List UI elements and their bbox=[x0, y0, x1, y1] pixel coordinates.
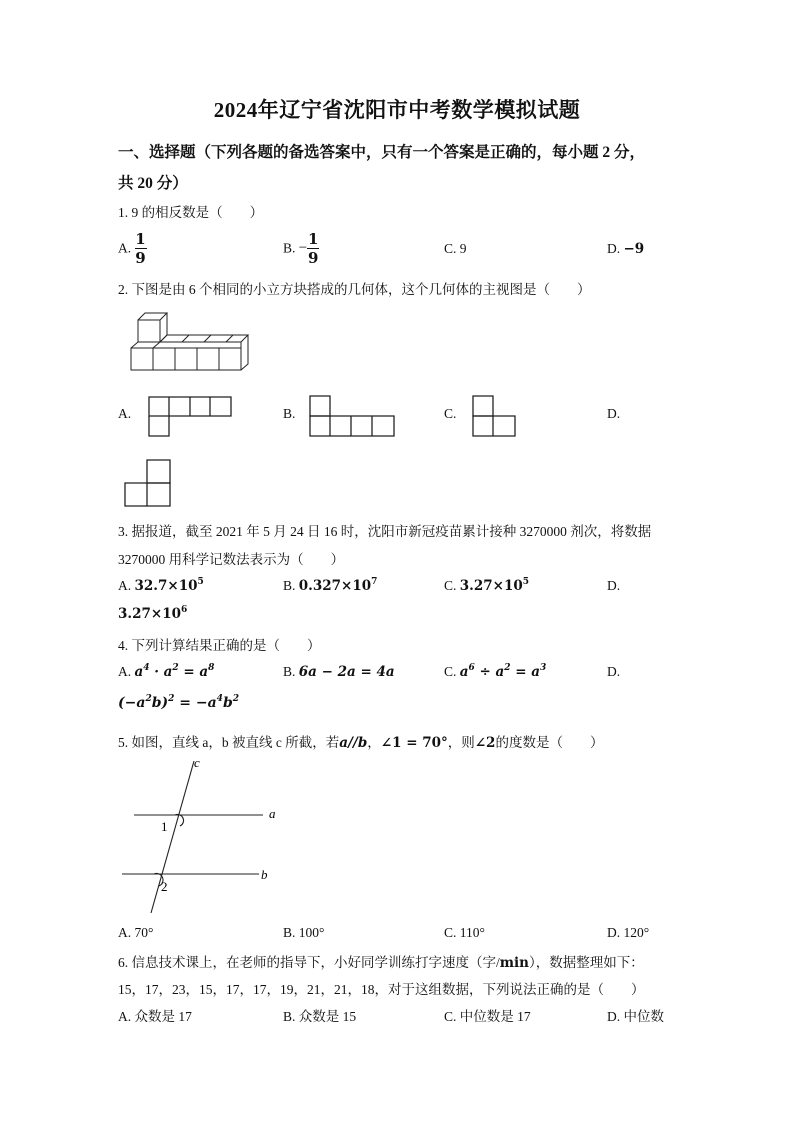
q4-option-d[interactable] bbox=[118, 695, 239, 711]
q4-a-expr: $a^4 \cdot a^2 = a^8$ bbox=[134, 663, 215, 680]
q3-stem-line2: 3270000 用科学记数法表示为（ ） bbox=[118, 552, 345, 567]
q1-d-label: D. bbox=[607, 241, 621, 256]
q2-c-label[interactable]: C. bbox=[444, 406, 457, 421]
q4-c-label: C. bbox=[444, 664, 457, 679]
q2-b-label[interactable]: B. bbox=[283, 406, 296, 421]
q5-stem bbox=[118, 731, 603, 751]
q2-stem: 2. 下图是由 6 个相同的小立方块搭成的几何体，这个几何体的主视图是（ ） bbox=[118, 282, 591, 297]
q5-parallel: a//b bbox=[339, 735, 368, 751]
q2-cube-figure bbox=[128, 308, 248, 374]
q4-b-label: B. bbox=[283, 664, 296, 679]
q6-option-a[interactable]: A. 众数是 17 bbox=[118, 1009, 192, 1024]
q3-d-exp: 6 bbox=[180, 605, 188, 615]
q1-option-b[interactable] bbox=[283, 230, 319, 267]
q2-option-b-figure[interactable] bbox=[308, 394, 396, 438]
q5-option-a[interactable]: A. 70° bbox=[118, 925, 154, 940]
q1-option-a[interactable] bbox=[118, 230, 147, 267]
q3-b-label: B. bbox=[283, 578, 296, 593]
q4-d-expr: $(-a^2b)^2 = -a^4b^2$ bbox=[118, 694, 239, 711]
q5-stem-mid: ，则 bbox=[447, 735, 475, 750]
q6-unit: min bbox=[499, 955, 529, 971]
q3-option-a[interactable] bbox=[118, 578, 204, 594]
q1-b-denominator: 9 bbox=[308, 249, 319, 267]
q5-option-c[interactable]: C. 110° bbox=[444, 925, 485, 940]
q5-sep: ， bbox=[367, 735, 381, 750]
q1-a-label: A. bbox=[118, 240, 132, 256]
q3-b-base: 0.327×10 bbox=[298, 578, 372, 594]
q1-a-fraction bbox=[135, 230, 147, 267]
q3-option-c[interactable] bbox=[444, 578, 529, 594]
q5-angle1: ∠1 = 70° bbox=[380, 735, 448, 751]
q5-angle2: ∠2 bbox=[474, 735, 496, 751]
q1-a-denominator: 9 bbox=[135, 249, 146, 267]
q5-stem-post: 的度数是（ ） bbox=[495, 735, 604, 750]
q3-stem-line1: 3. 据报道，截至 2021 年 5 月 24 日 16 时，沈阳市新冠疫苗累计接种 3270000 剂次，将数据 bbox=[118, 524, 652, 539]
q4-a-label: A. bbox=[118, 664, 132, 679]
q4-option-b[interactable] bbox=[283, 664, 395, 680]
q5-fig-label-c: c bbox=[194, 755, 200, 770]
q3-a-base: 32.7×10 bbox=[134, 578, 198, 594]
q1-b-label: B. bbox=[283, 240, 296, 256]
q4-option-c[interactable] bbox=[444, 664, 546, 680]
q1-a-numerator: 1 bbox=[135, 230, 146, 248]
q6-option-c[interactable]: C. 中位数是 17 bbox=[444, 1009, 531, 1024]
q6-data-line: 15，17，23，15，17，17，19，21，21，18，对于这组数据，下列说法正确的是（ ） bbox=[118, 982, 645, 997]
q2-d-label[interactable]: D. bbox=[607, 406, 621, 421]
q4-option-a[interactable] bbox=[118, 664, 214, 680]
q5-fig-label-1: 1 bbox=[161, 819, 168, 834]
q6-stem-post: ），数据整理如下： bbox=[528, 955, 644, 970]
q2-option-a-figure[interactable] bbox=[147, 395, 233, 439]
section-heading-line2: 共 20 分） bbox=[118, 175, 188, 192]
q5-fig-label-2: 2 bbox=[161, 879, 168, 894]
q5-lines-figure bbox=[118, 755, 288, 915]
q6-stem bbox=[118, 951, 644, 971]
q5-fig-label-b: b bbox=[261, 867, 268, 882]
q2-a-label[interactable]: A. bbox=[118, 406, 132, 421]
q3-b-exp: 7 bbox=[371, 577, 378, 587]
q1-option-d[interactable] bbox=[607, 241, 644, 257]
q4-b-expr: 6a − 2a = 4a bbox=[298, 664, 395, 680]
q5-stem-pre: 5. 如图，直线 a，b 被直线 c 所截，若 bbox=[118, 735, 340, 750]
q1-b-fraction bbox=[307, 230, 319, 267]
page-title: 2024年辽宁省沈阳市中考数学模拟试题 bbox=[213, 98, 581, 122]
q4-stem: 4. 下列计算结果正确的是（ ） bbox=[118, 638, 321, 653]
q2-option-d-figure[interactable] bbox=[123, 458, 173, 508]
q3-c-label: C. bbox=[444, 578, 457, 593]
q2-option-c-figure[interactable] bbox=[471, 394, 517, 438]
q3-d-label[interactable]: D. bbox=[607, 578, 621, 593]
q6-option-d[interactable]: D. 中位数 bbox=[607, 1009, 664, 1024]
q3-a-exp: 5 bbox=[197, 577, 204, 587]
q6-option-b[interactable]: B. 众数是 15 bbox=[283, 1009, 357, 1024]
q4-d-label[interactable]: D. bbox=[607, 664, 621, 679]
q3-c-base: 3.27×10 bbox=[459, 578, 523, 594]
q3-d-base: 3.27×10 bbox=[118, 606, 181, 622]
q3-option-d[interactable] bbox=[118, 606, 187, 622]
q5-option-d[interactable]: D. 120° bbox=[607, 925, 650, 940]
q4-c-expr: $a^6 \div a^2 = a^3$ bbox=[459, 663, 547, 680]
q1-option-c[interactable]: C. 9 bbox=[444, 241, 467, 256]
q3-c-exp: 5 bbox=[522, 577, 530, 587]
q1-stem: 1. 9 的相反数是（ ） bbox=[118, 205, 264, 220]
q1-b-sign: − bbox=[298, 240, 308, 256]
q3-option-b[interactable] bbox=[283, 578, 377, 594]
q5-fig-label-a: a bbox=[269, 806, 276, 821]
section-heading-line1: 一、选择题（下列各题的备选答案中，只有一个答案是正确的，每小题 2 分， bbox=[118, 144, 646, 161]
q5-option-b[interactable]: B. 100° bbox=[283, 925, 325, 940]
q6-stem-pre: 6. 信息技术课上，在老师的指导下，小好同学训练打字速度（字/ bbox=[118, 955, 500, 970]
q1-b-numerator: 1 bbox=[308, 230, 319, 248]
q1-d-value: −9 bbox=[623, 241, 645, 257]
q3-a-label: A. bbox=[118, 578, 132, 593]
